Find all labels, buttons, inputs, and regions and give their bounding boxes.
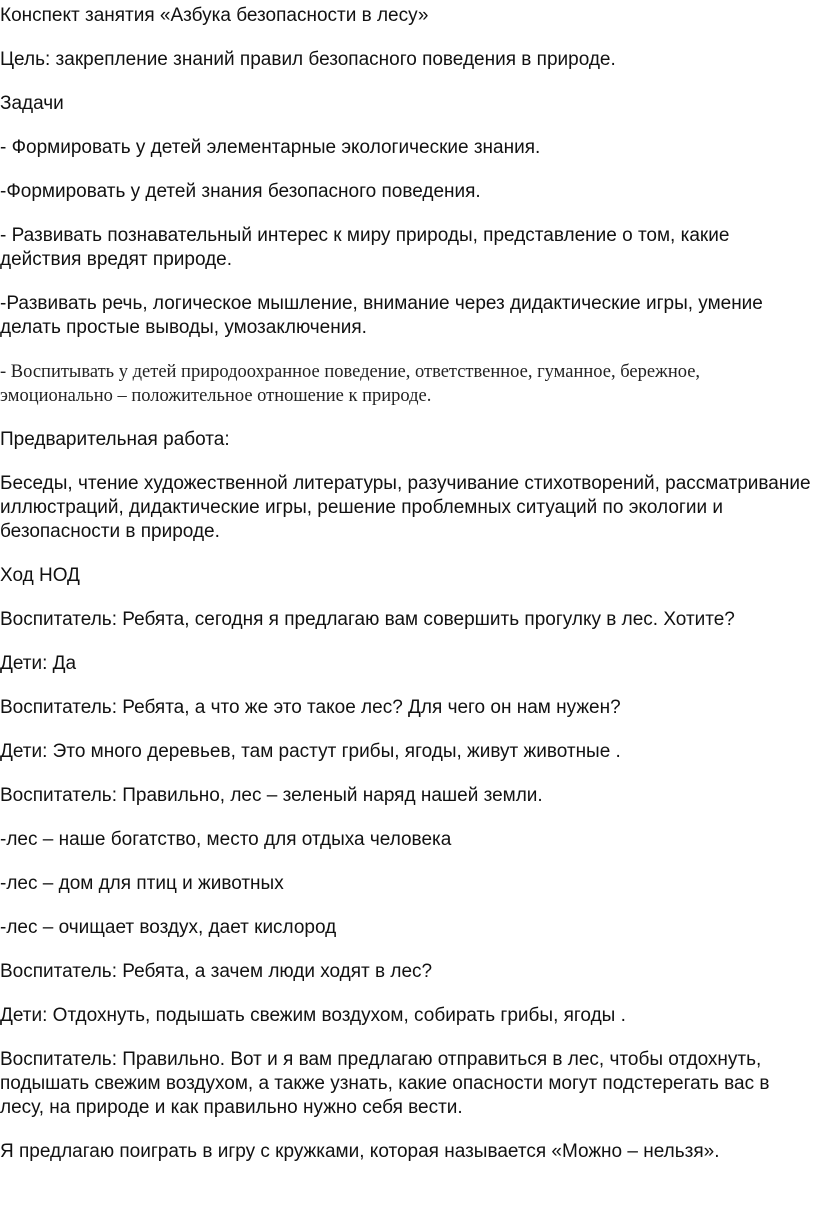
dialogue-line: Воспитатель: Ребята, а что же это такое лес? Для чего он нам нужен? bbox=[0, 697, 621, 718]
preliminary-work-paragraph: Беседы, чтение художественной литературы, разучивание стихотворений, рассматривание иллюстраций, дидактические игры, решение проблемных ситуаций по экологии и безопасности в природе. bbox=[0, 473, 811, 542]
dialogue-line: Дети: Да bbox=[0, 653, 77, 674]
task-item-1: - Формировать у детей элементарные экологические знания. bbox=[0, 137, 541, 158]
dialogue-line: Дети: Это много деревьев, там растут грибы, ягоды, живут животные . bbox=[0, 741, 621, 762]
tasks-heading: Задачи bbox=[0, 93, 64, 114]
task-item-3: - Развивать познавательный интерес к миру природы, представление о том, какие действия вредят природе. bbox=[0, 225, 730, 270]
dialogue-line: Воспитатель: Ребята, сегодня я предлагаю вам совершить прогулку в лес. Хотите? bbox=[0, 609, 735, 630]
task-item-2: -Формировать у детей знания безопасного поведения. bbox=[0, 181, 481, 202]
preliminary-work-heading: Предварительная работа: bbox=[0, 429, 230, 450]
forest-fact-line: -лес – дом для птиц и животных bbox=[0, 873, 284, 894]
dialogue-line: Воспитатель: Ребята, а зачем люди ходят в лес? bbox=[0, 961, 433, 982]
dialogue-line: Воспитатель: Правильно. Вот и я вам предлагаю отправиться в лес, чтобы отдохнуть, подышать свежим воздухом, а также узнать, какие опасности могут подстерегать вас в лесу, на природе и как правильно нужно себя вести. bbox=[0, 1049, 770, 1118]
task-item-4: -Развивать речь, логическое мышление, внимание через дидактические игры, умение делать простые выводы, умозаключения. bbox=[0, 293, 763, 338]
task-item-5: - Воспитывать у детей природоохранное поведение, ответственное, гуманное, бережное, эмоционально – положительное отношение к природе. bbox=[0, 362, 701, 406]
forest-fact-line: -лес – наше богатство, место для отдыха человека bbox=[0, 829, 452, 850]
forest-fact-line: -лес – очищает воздух, дает кислород bbox=[0, 917, 337, 938]
goal-paragraph: Цель: закрепление знаний правил безопасного поведения в природе. bbox=[0, 49, 616, 70]
game-intro-line: Я предлагаю поиграть в игру с кружками, которая называется «Можно – нельзя». bbox=[0, 1141, 720, 1162]
lesson-flow-heading: Ход НОД bbox=[0, 565, 80, 586]
document-title: Конспект занятия «Азбука безопасности в лесу» bbox=[0, 5, 429, 26]
dialogue-line: Дети: Отдохнуть, подышать свежим воздухом, собирать грибы, ягоды . bbox=[0, 1005, 626, 1026]
dialogue-line: Воспитатель: Правильно, лес – зеленый наряд нашей земли. bbox=[0, 785, 543, 806]
